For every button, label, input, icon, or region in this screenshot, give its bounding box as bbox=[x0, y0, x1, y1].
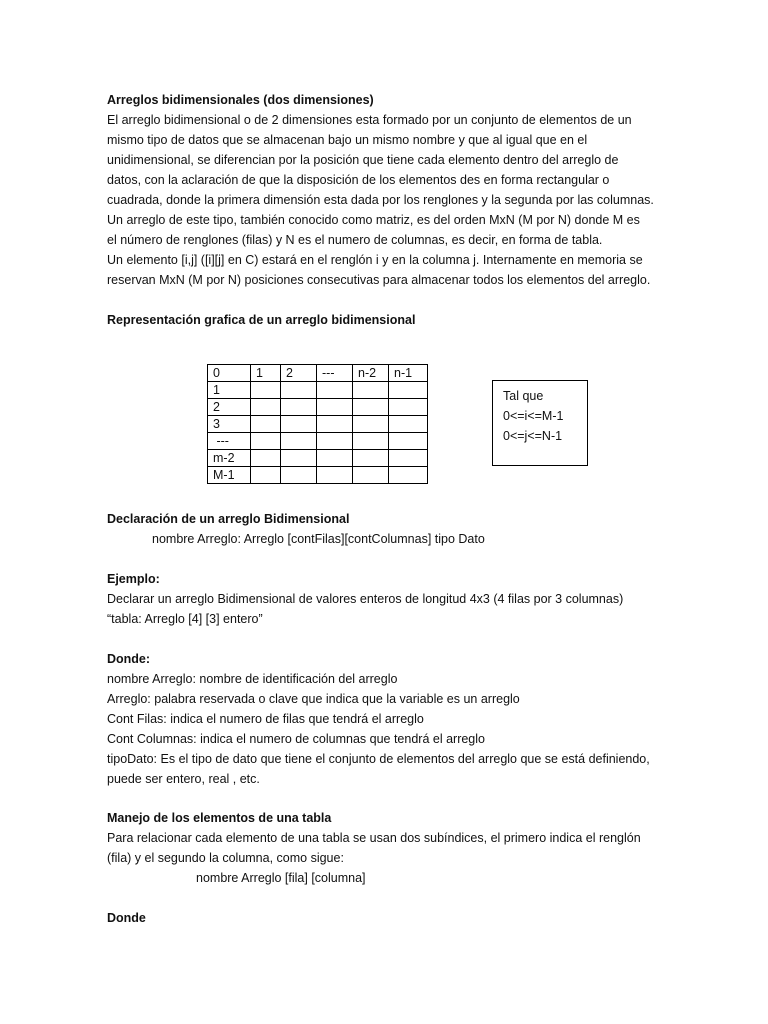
table-row-label: M-1 bbox=[208, 467, 251, 484]
table-cell bbox=[281, 382, 317, 399]
paragraph-line: puede ser entero, real , etc. bbox=[107, 772, 260, 786]
section-title-manejo: Manejo de los elementos de una tabla bbox=[107, 811, 332, 825]
table-cell bbox=[317, 416, 353, 433]
table-row-label: 1 bbox=[208, 382, 251, 399]
table-cell bbox=[317, 382, 353, 399]
paragraph-line: (fila) y el segundo la columna, como sigue: bbox=[107, 851, 344, 865]
paragraph-line: Arreglo: palabra reservada o clave que indica que la variable es un arreglo bbox=[107, 692, 520, 706]
paragraph-line: datos, con la aclaración de que la disposición de los elementos des en forma rectangular o bbox=[107, 173, 610, 187]
table-cell bbox=[317, 467, 353, 484]
section-title-arreglos-bidimensionales: Arreglos bidimensionales (dos dimensiones) bbox=[107, 93, 374, 107]
box-line: 0<=i<=M-1 bbox=[503, 409, 564, 423]
table-cell bbox=[281, 450, 317, 467]
table-row bbox=[208, 450, 428, 467]
table-cell bbox=[251, 433, 281, 450]
table-header-cell: 0 bbox=[208, 365, 251, 382]
table-row bbox=[208, 399, 428, 416]
array-grid-table bbox=[207, 364, 428, 484]
table-cell bbox=[281, 399, 317, 416]
paragraph-line: nombre Arreglo: nombre de identificación del arreglo bbox=[107, 672, 398, 686]
paragraph-line: Un arreglo de este tipo, también conocido como matriz, es del orden MxN (M por N) donde M es bbox=[107, 213, 640, 227]
section-title-declaracion: Declaración de un arreglo Bidimensional bbox=[107, 512, 350, 526]
table-cell bbox=[317, 450, 353, 467]
paragraph-line: Un elemento [i,j] ([i][j] en C) estará en el renglón i y en la columna j. Internamente en memoria se bbox=[107, 253, 643, 267]
table-cell bbox=[353, 467, 389, 484]
example-code: “tabla: Arreglo [4] [3] entero” bbox=[107, 612, 263, 626]
table-header-cell: --- bbox=[317, 365, 353, 382]
paragraph-line: El arreglo bidimensional o de 2 dimensiones esta formado por un conjunto de elementos de un bbox=[107, 113, 632, 127]
table-cell bbox=[251, 450, 281, 467]
table-cell bbox=[353, 399, 389, 416]
table-row bbox=[208, 382, 428, 399]
box-line: Tal que bbox=[503, 389, 544, 403]
table-cell bbox=[251, 467, 281, 484]
paragraph-line: Cont Filas: indica el numero de filas que tendrá el arreglo bbox=[107, 712, 424, 726]
paragraph-line: Declarar un arreglo Bidimensional de valores enteros de longitud 4x3 (4 filas por 3 columnas) bbox=[107, 592, 624, 606]
table-cell bbox=[389, 399, 428, 416]
table-row-label: m-2 bbox=[208, 450, 251, 467]
table-header-row bbox=[208, 365, 428, 382]
table-row-label: 3 bbox=[208, 416, 251, 433]
table-cell bbox=[251, 399, 281, 416]
table-header-cell: n-2 bbox=[353, 365, 389, 382]
paragraph-line: tipoDato: Es el tipo de dato que tiene el conjunto de elementos del arreglo que se está definiendo, bbox=[107, 752, 650, 766]
paragraph-line: Cont Columnas: indica el numero de columnas que tendrá el arreglo bbox=[107, 732, 485, 746]
paragraph-line: el número de renglones (filas) y N es el numero de columnas, es decir, en forma de tabla. bbox=[107, 233, 603, 247]
table-cell bbox=[389, 382, 428, 399]
table-row-label: --- bbox=[208, 433, 251, 450]
declaration-syntax: nombre Arreglo: Arreglo [contFilas][contColumnas] tipo Dato bbox=[152, 532, 485, 546]
table-cell bbox=[389, 433, 428, 450]
table-header-cell: n-1 bbox=[389, 365, 428, 382]
table-row-label: 2 bbox=[208, 399, 251, 416]
table-cell bbox=[353, 450, 389, 467]
table-cell bbox=[389, 416, 428, 433]
table-cell bbox=[353, 382, 389, 399]
table-cell bbox=[317, 399, 353, 416]
section-title-ejemplo: Ejemplo: bbox=[107, 572, 160, 586]
paragraph-line: unidimensional, se diferencian por la posición que tiene cada elemento dentro del arreglo de bbox=[107, 153, 619, 167]
table-header-cell: 1 bbox=[251, 365, 281, 382]
section-title-representacion: Representación grafica de un arreglo bidimensional bbox=[107, 313, 416, 327]
table-row bbox=[208, 433, 428, 450]
table-row bbox=[208, 467, 428, 484]
paragraph-line: mismo tipo de datos que se almacenan bajo un mismo nombre y que al igual que en el bbox=[107, 133, 588, 147]
paragraph-line: reservan MxN (M por N) posiciones consecutivas para almacenar todos los elementos del arreglo. bbox=[107, 273, 651, 287]
paragraph-line: Para relacionar cada elemento de una tabla se usan dos subíndices, el primero indica el renglón bbox=[107, 831, 641, 845]
table-cell bbox=[389, 450, 428, 467]
access-syntax: nombre Arreglo [fila] [columna] bbox=[196, 871, 366, 885]
box-line: 0<=j<=N-1 bbox=[503, 429, 563, 443]
table-cell bbox=[281, 416, 317, 433]
table-row bbox=[208, 416, 428, 433]
table-cell bbox=[389, 467, 428, 484]
table-cell bbox=[251, 416, 281, 433]
table-cell bbox=[353, 416, 389, 433]
table-header-cell: 2 bbox=[281, 365, 317, 382]
table-cell bbox=[281, 433, 317, 450]
paragraph-line: cuadrada, donde la primera dimensión esta dada por los renglones y la segunda por las columnas. bbox=[107, 193, 654, 207]
table-cell bbox=[353, 433, 389, 450]
table-cell bbox=[251, 382, 281, 399]
table-cell bbox=[317, 433, 353, 450]
section-title-donde: Donde: bbox=[107, 652, 151, 666]
table-cell bbox=[281, 467, 317, 484]
index-range-box bbox=[492, 380, 588, 466]
section-title-donde-2: Donde bbox=[107, 911, 146, 925]
